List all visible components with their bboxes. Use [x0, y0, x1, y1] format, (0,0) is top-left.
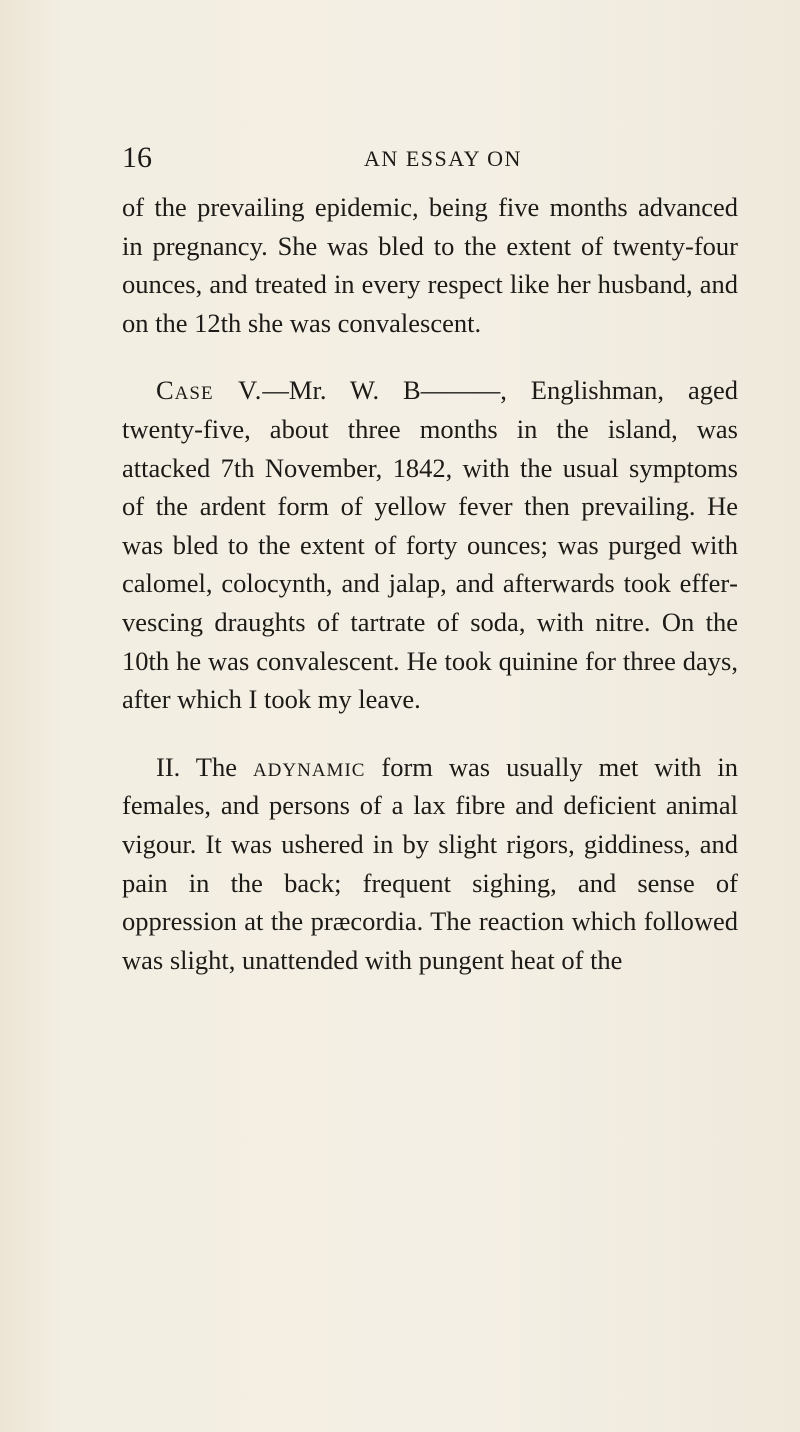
paragraph-adynamic-form	[122, 748, 738, 980]
body-text	[122, 188, 738, 979]
case-label: Case V.	[156, 375, 263, 406]
case-text: —Mr. W. B———, Englishman, aged twenty-five, about three months in the island, was attacked 7th November, 1842, with the usual symptoms of the ardent form of yellow fever then prevailing. He was bled to the extent of forty ounces; was purged with calomel, colocynth, and jalap, and afterwards took effervescing draughts of tartrate of soda, with nitre. On the 10th he was convalescent. He took quinine for three days, after which I took my leave.	[122, 375, 739, 715]
paragraph-continuation: of the prevailing epidemic, being five months advanced in pregnancy. She was bled to the extent of twenty-four ounces, and treated in every respect like her husband, and on the 12th she was convalescent.	[122, 192, 738, 338]
running-head: AN ESSAY ON	[364, 146, 522, 171]
page-number: 16	[122, 141, 152, 174]
paragraph-case-v	[122, 371, 738, 718]
section-text: form was usually met with in females, and persons of a lax fibre and deficient animal vigour. It was ushered in by slight rigors, giddiness, and pain in the back; frequent sighing, and sense of oppression at the præcordia. The reaction which followed was slight, unattended with pungent heat of the	[122, 751, 738, 975]
adynamic-term: adynamic	[252, 751, 366, 782]
page-header	[122, 138, 738, 178]
section-lead: II. The	[156, 751, 237, 782]
